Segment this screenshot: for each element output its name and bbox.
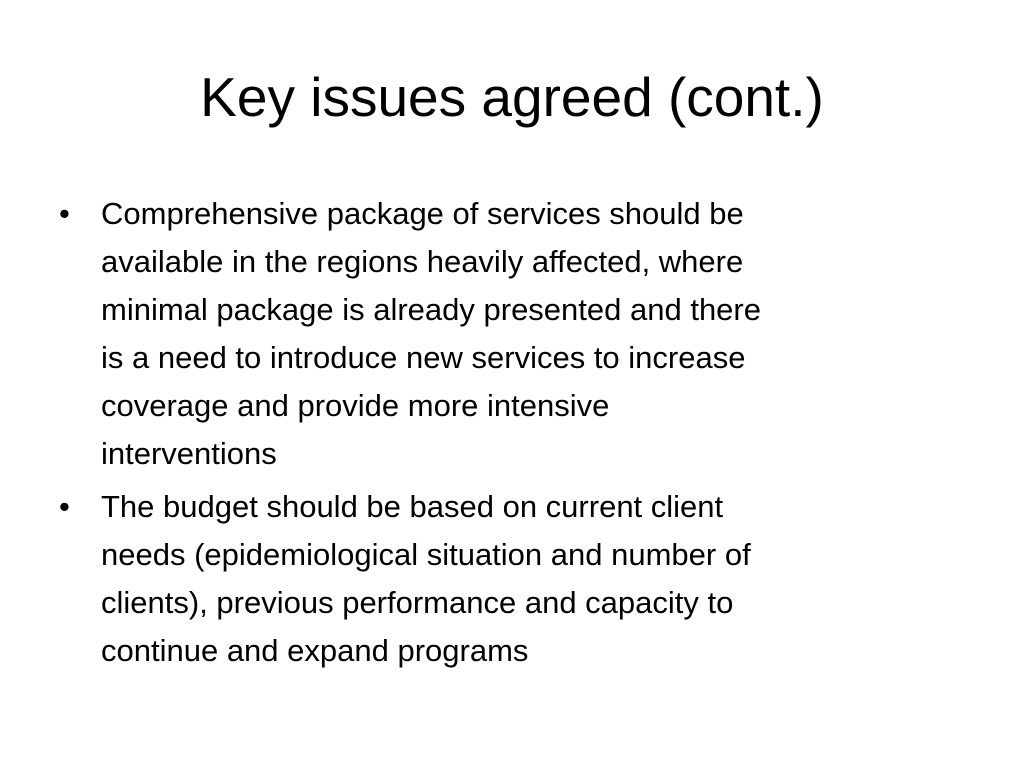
bullet-text-line: coverage and provide more intensive [101, 388, 610, 423]
bullet-text-line: is a need to introduce new services to increase [101, 340, 746, 375]
bullet-item-services [57, 190, 962, 478]
bullet-text-line: continue and expand programs [101, 633, 529, 668]
bullet-list [57, 190, 962, 680]
bullet-icon: • [59, 489, 70, 524]
bullet-text-line: available in the regions heavily affected, where [101, 244, 744, 279]
bullet-text-line: needs (epidemiological situation and number of [101, 537, 751, 572]
slide-title: Key issues agreed (cont.) [200, 66, 824, 128]
bullet-icon: • [59, 196, 70, 231]
bullet-text-line: minimal package is already presented and there [101, 292, 761, 327]
bullet-text-line: clients), previous performance and capacity to [101, 585, 734, 620]
bullet-text-line: interventions [101, 436, 277, 471]
bullet-text-line: The budget should be based on current client [101, 489, 724, 524]
bullet-text-line: Comprehensive package of services should be [101, 196, 744, 231]
bullet-item-budget [57, 483, 962, 675]
